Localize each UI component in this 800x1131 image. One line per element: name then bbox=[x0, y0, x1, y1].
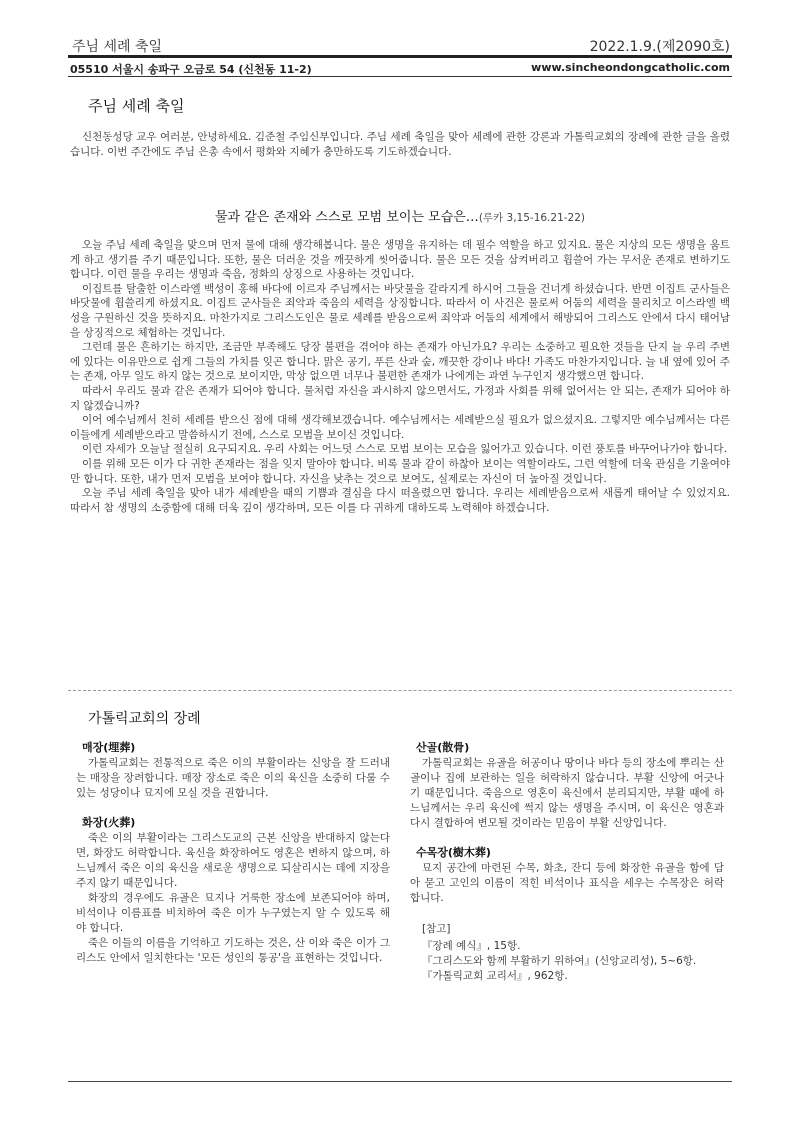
homily-paragraph: 이집트를 탈출한 이스라엘 백성이 홍해 바다에 이르자 주님께서는 바닷물을 갈라지게 하시어 그들을 건너게 하셨습니다. 반면 이집트 군사들은 바닷물에 휩쓸리게 하셨지요. 이집트 군사들은 죄악과 죽음의 세력을 상징합니다. 따라서 이 사건은 물로써 어둠의 세력을 물리치고 이스라엘 백성을 구원하신 것을 뜻하지요. 마찬가지로 그리스도인은 물로 세례를 받음으로써 죄악과 어둠의 세계에서 해방되어 그리스도 안에서 다시 태어남을 상징적으로 체험하는 것입니다. bbox=[70, 282, 730, 339]
homily-heading bbox=[70, 206, 730, 225]
reference-item: 『그리스도와 함께 부활하기 위하여』(신앙교리성), 5~6항. bbox=[422, 955, 697, 967]
cremation-title: 화장(火葬) bbox=[82, 816, 136, 829]
tree-burial-paragraph: 묘지 공간에 마련된 수목, 화초, 잔디 등에 화장한 유골을 함에 담아 묻고 고인의 이름이 적힌 비석이나 표식을 세우는 수목장은 허락합니다. bbox=[410, 862, 724, 904]
references bbox=[410, 922, 724, 984]
homily-paragraph: 따라서 우리도 물과 같은 존재가 되어야 합니다. 물처럼 자신을 과시하지 않으면서도, 가정과 사회를 위해 없어서는 안 되는, 존재가 되어야 하지 않겠습니까? bbox=[70, 384, 730, 412]
section-divider bbox=[68, 690, 732, 691]
footer-rule bbox=[68, 1081, 732, 1082]
parish-address: 05510 서울시 송파구 오금로 54 (신천동 11-2) bbox=[70, 63, 312, 76]
header-rule-top bbox=[68, 55, 732, 58]
homily-paragraph: 이런 자세가 오늘날 절실히 요구되지요. 우리 사회는 어느덧 스스로 모범 보이는 모습을 잃어가고 있습니다. 이런 풍토를 바꾸어나가야 합니다. bbox=[82, 443, 727, 456]
scattering-paragraph: 가톨릭교회는 유골을 허공이나 땅이나 바다 등의 장소에 뿌리는 산골이나 집에 보관하는 일을 허락하지 않습니다. 부활 신앙에 어긋나기 때문입니다. 죽음으로 영혼이 육신에서 분리되지만, 부활 때에 하느님께서는 우리 육신에 썩지 않는 생명을 주시며, 이 육신은 영혼과 다시 결합하여 변모될 것이라는 믿음이 부활 신앙입니다. bbox=[410, 757, 724, 829]
section-title: 주님 세례 축일 bbox=[88, 97, 185, 115]
cremation-paragraph: 화장의 경우에도 유골은 묘지나 거룩한 장소에 보존되어야 하며, 비석이나 이름표를 비치하여 죽은 이가 누구였는지 알 수 있도록 해야 합니다. bbox=[76, 892, 390, 934]
cremation-paragraph: 죽은 이의 부활이라는 그리스도교의 근본 신앙을 반대하지 않는다면, 화장도 허락합니다. 육신을 화장하여도 영혼은 변하지 않으며, 하느님께서 죽은 이의 육신을 새로운 생명으로 되살리시는 데에 지장을 주지 않기 때문입니다. bbox=[76, 832, 390, 889]
homily-paragraph: 오늘 주님 세례 축일을 맞아 내가 세례받을 때의 기쁨과 결심을 다시 떠올렸으면 합니다. 우리는 세례받음으로써 새롭게 태어날 수 있었지요. 따라서 참 생명의 소중함에 대해 더욱 깊이 생각하며, 모든 이를 다 귀하게 대하도록 노력해야 하겠습니다. bbox=[70, 487, 730, 514]
header-top-row bbox=[68, 36, 732, 56]
tree-burial-title: 수목장(樹木葬) bbox=[416, 846, 491, 859]
funeral-left-column bbox=[76, 740, 390, 966]
burial-paragraph: 가톨릭교회는 전통적으로 죽은 이의 부활이라는 신앙을 잘 드러내는 매장을 장려합니다. 매장 장소로 죽은 이의 육신을 소중히 다룰 수 있는 성당이나 묘지에 모실 것을 권합니다. bbox=[76, 757, 390, 799]
intro-paragraph: 신천동성당 교우 여러분, 안녕하세요. 김준철 주임신부입니다. 주님 세례 축일을 맞아 세례에 관한 강론과 가톨릭교회의 장례에 관한 글을 올렸습니다. 이번 주간에도 주님 은총 속에서 평화와 지혜가 충만하도록 기도하겠습니다. bbox=[70, 131, 730, 158]
bulletin-title: 주님 세례 축일 bbox=[72, 39, 163, 55]
homily-heading-text: 물과 같은 존재와 스스로 모범 보이는 모습은… bbox=[214, 210, 479, 225]
homily-body bbox=[70, 238, 730, 515]
references-heading: [참고] bbox=[422, 923, 451, 935]
scattering-title: 산골(散骨) bbox=[416, 741, 470, 754]
scripture-reference: (루카 3,15-16.21-22) bbox=[478, 212, 586, 224]
homily-paragraph: 이를 위해 모든 이가 다 귀한 존재라는 점을 잊지 말아야 합니다. 비록 물과 같이 하찮아 보이는 역할이라도, 그런 역할에 더욱 관심을 기울여야만 합니다. 또한, 내가 먼저 모범을 보여야 합니다. 자신을 낮추는 것으로 보여도, 실제로는 자신이 더 높아질 것입니다. bbox=[70, 457, 730, 485]
funeral-right-column bbox=[410, 740, 724, 984]
homily-paragraph: 오늘 주님 세례 축일을 맞으며 먼저 물에 대해 생각해봅니다. 물은 생명을 유지하는 데 필수 역할을 하고 있지요. 물은 지상의 모든 생명을 움트게 하고 생기를 주기 때문입니다. 또한, 물은 더러운 것을 깨끗하게 씻어줍니다. 물은 모든 것을 삼켜버리고 휩쓸어 가는 무서운 존재로 변하기도 합니다. 이런 물을 우리는 생명과 죽음, 정화의 상징으로 사용하는 것입니다. bbox=[70, 239, 730, 281]
reference-item: 『가톨릭교회 교리서』, 962항. bbox=[422, 970, 568, 982]
burial-title: 매장(埋葬) bbox=[82, 741, 136, 754]
funeral-section-title: 가톨릭교회의 장례 bbox=[88, 711, 201, 727]
reference-item: 『장례 예식』, 15항. bbox=[422, 940, 521, 952]
cremation-paragraph: 죽은 이들의 이름을 기억하고 기도하는 것은, 산 이와 죽은 이가 그리스도 안에서 일치한다는 '모든 성인의 통공'을 표현하는 것입니다. bbox=[76, 937, 390, 964]
parish-website[interactable]: www.sincheondongcatholic.com bbox=[531, 61, 730, 74]
header-info-row bbox=[68, 61, 732, 77]
issue-date: 2022.1.9.(제2090호) bbox=[589, 39, 730, 55]
homily-paragraph: 이어 예수님께서 친히 세례를 받으신 점에 대해 생각해보겠습니다. 예수님께서는 세례받으실 필요가 없으셨지요. 그렇지만 예수님께서는 다른 이들에게 세례받으라고 말씀하시기 전에, 스스로 모범을 보이신 것입니다. bbox=[70, 414, 730, 441]
homily-paragraph: 그런데 물은 흔하기는 하지만, 조금만 부족해도 당장 불편을 겪어야 하는 존재가 아닌가요? 우리는 소중하고 필요한 것들을 단지 늘 우리 주변에 있다는 이유만으로 쉽게 그들의 가치를 잊곤 합니다. 맑은 공기, 푸른 산과 숲, 깨끗한 강이나 바다! 가족도 마찬가지입니다. 늘 내 옆에 있어 주는 존재, 아무 일도 하지 않는 것으로 보이지만, 막상 없으면 너무나 불편한 존재가 나에게는 과연 누구인지 생각했으면 합니다. bbox=[70, 341, 730, 383]
header-rule-bottom bbox=[68, 76, 732, 77]
